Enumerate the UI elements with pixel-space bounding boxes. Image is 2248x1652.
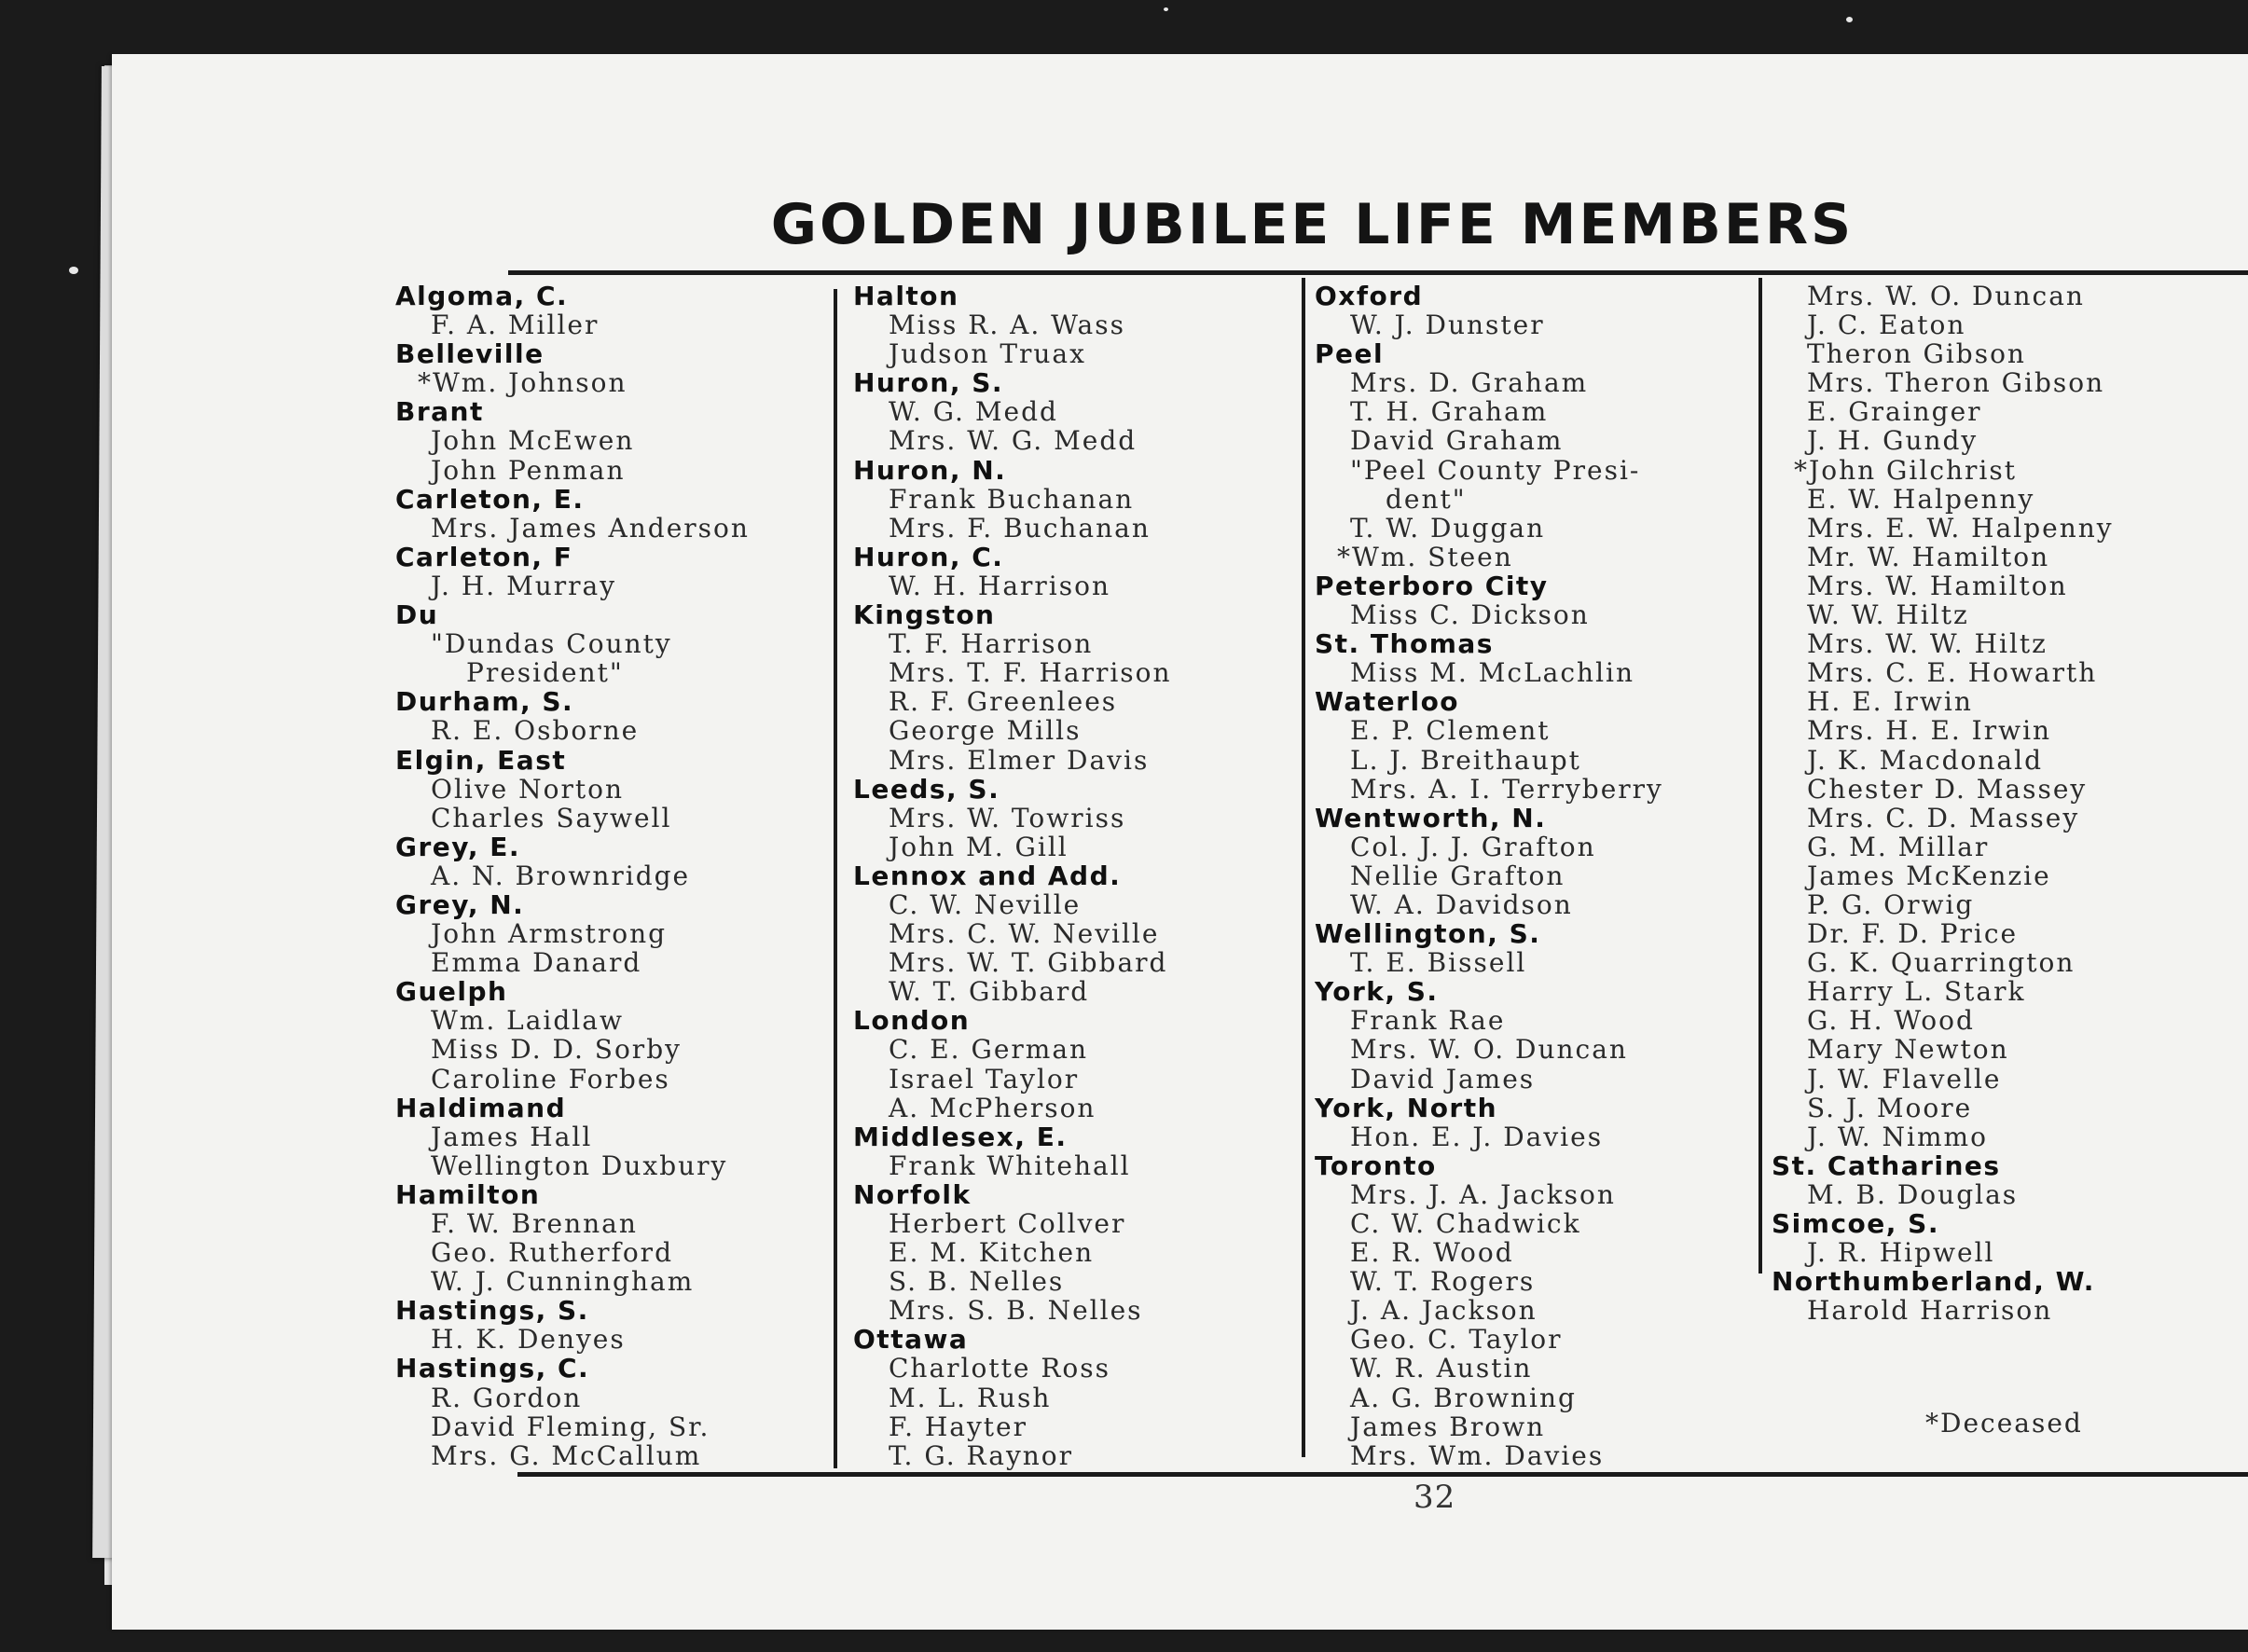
member-name: Herbert Collver (889, 1208, 1126, 1239)
member-name: Emma Danard (431, 947, 642, 979)
member-name: *John Gilchrist (1794, 454, 2018, 486)
member-name: T. W. Duggan (1350, 512, 1546, 544)
booklet-page (112, 54, 2248, 1630)
county-heading: London (853, 1005, 971, 1037)
member-name: Wellington Duxbury (431, 1150, 728, 1181)
member-name: Harold Harrison (1807, 1295, 2053, 1327)
member-name: J. H. Gundy (1807, 425, 1979, 457)
member-name: Mrs. D. Graham (1350, 367, 1589, 399)
county-heading: Peterboro City (1315, 570, 1549, 601)
county-heading: St. Catharines (1772, 1150, 2001, 1181)
member-name: W. T. Gibbard (889, 976, 1090, 1008)
member-name: Mrs. G. McCallum (431, 1439, 702, 1471)
member-name: Wm. Laidlaw (431, 1005, 624, 1037)
county-heading: Waterloo (1315, 686, 1460, 718)
county-heading: Toronto (1315, 1150, 1437, 1181)
member-name: Mrs. C. E. Howarth (1807, 657, 2098, 689)
member-name: J. H. Murray (431, 570, 617, 601)
member-name: J. A. Jackson (1350, 1295, 1538, 1327)
county-heading: Carleton, F (395, 541, 573, 572)
member-name: David Fleming, Sr. (431, 1411, 710, 1442)
member-name: E. Grainger (1807, 396, 1982, 428)
member-name: Frank Whitehall (889, 1150, 1131, 1181)
member-name: T. E. Bissell (1350, 947, 1527, 979)
county-heading: Guelph (395, 976, 508, 1008)
member-name: Chester D. Massey (1807, 773, 2088, 805)
members-column-3 (1315, 282, 1663, 1470)
member-name: James McKenzie (1807, 860, 2051, 891)
member-name: P. G. Orwig (1807, 888, 1975, 920)
member-name: J. W. Flavelle (1807, 1063, 2002, 1094)
dust-speck (69, 267, 78, 274)
member-name: W. H. Harrison (889, 570, 1110, 601)
column-divider-1 (834, 289, 837, 1468)
member-name: C. W. Chadwick (1350, 1208, 1581, 1239)
member-name: C. W. Neville (889, 888, 1082, 920)
member-name: J. K. Macdonald (1807, 744, 2044, 776)
member-name: Mrs. T. F. Harrison (889, 657, 1172, 689)
county-heading: Norfolk (853, 1178, 972, 1210)
member-name: A. G. Browning (1350, 1382, 1577, 1413)
member-name: John Penman (431, 454, 626, 486)
member-name: J. W. Nimmo (1807, 1121, 1988, 1152)
column-divider-3 (1758, 278, 1762, 1273)
member-name: David James (1350, 1063, 1536, 1094)
county-heading: York, North (1315, 1092, 1498, 1123)
member-name: C. E. German (889, 1034, 1089, 1066)
county-heading: Simcoe, S. (1772, 1208, 1939, 1239)
member-name: George Mills (889, 715, 1082, 747)
member-name: Mrs. W. G. Medd (889, 425, 1138, 457)
member-name: *Wm. Johnson (418, 367, 628, 399)
member-name: "Peel County Presi- (1350, 454, 1641, 486)
member-name: Geo. Rutherford (431, 1237, 673, 1269)
members-column-2 (853, 282, 1172, 1470)
county-heading: Hastings, S. (395, 1295, 589, 1327)
member-name: Harry L. Stark (1807, 976, 2026, 1008)
member-name: James Brown (1350, 1411, 1546, 1442)
member-name: Judson Truax (889, 338, 1086, 370)
member-name: *Wm. Steen (1337, 541, 1513, 572)
member-name: Geo. C. Taylor (1350, 1324, 1563, 1356)
member-name: R. Gordon (431, 1382, 583, 1413)
member-name: Mrs. Theron Gibson (1807, 367, 2105, 399)
county-heading: Lennox and Add. (853, 860, 1122, 891)
member-name: Mrs. W. W. Hiltz (1807, 628, 2048, 660)
dust-speck (1164, 7, 1168, 11)
member-name: John McEwen (431, 425, 635, 457)
county-heading: Brant (395, 396, 484, 428)
member-name: M. B. Douglas (1807, 1178, 2019, 1210)
member-name: Mrs. C. W. Neville (889, 918, 1160, 950)
member-name: T. H. Graham (1350, 396, 1549, 428)
page-title: GOLDEN JUBILEE LIFE MEMBERS (770, 192, 1855, 257)
member-name: J. R. Hipwell (1807, 1237, 1995, 1269)
county-heading: Grey, E. (395, 831, 521, 862)
page-number: 32 (1414, 1479, 1456, 1516)
county-heading: Grey, N. (395, 888, 525, 920)
member-name: S. B. Nelles (889, 1266, 1065, 1298)
county-heading: Leeds, S. (853, 773, 1000, 805)
bottom-rule (517, 1472, 2248, 1477)
member-name: M. L. Rush (889, 1382, 1052, 1413)
member-name: R. E. Osborne (431, 715, 640, 747)
member-name: Theron Gibson (1807, 338, 2026, 370)
member-name: W. W. Hiltz (1807, 599, 1969, 631)
county-heading: Hamilton (395, 1178, 541, 1210)
member-name: Hon. E. J. Davies (1350, 1121, 1604, 1152)
member-name: Col. J. J. Grafton (1350, 831, 1596, 862)
member-name: A. McPherson (889, 1092, 1096, 1123)
member-name: H. E. Irwin (1807, 686, 1973, 718)
county-heading: Haldimand (395, 1092, 567, 1123)
member-name: Mrs. S. B. Nelles (889, 1295, 1143, 1327)
member-name: Mrs. H. E. Irwin (1807, 715, 2052, 747)
member-name: Mrs. James Anderson (431, 512, 750, 544)
member-name: Nellie Grafton (1350, 860, 1565, 891)
member-name: Miss R. A. Wass (889, 310, 1125, 341)
member-name: F. A. Miller (431, 310, 600, 341)
member-name: James Hall (431, 1121, 593, 1152)
member-name: E. W. Halpenny (1807, 483, 2035, 515)
member-name: Mrs. W. Hamilton (1807, 570, 2068, 601)
member-name: Mrs. Wm. Davies (1350, 1439, 1605, 1471)
member-name: Mrs. F. Buchanan (889, 512, 1151, 544)
member-name: R. F. Greenlees (889, 686, 1118, 718)
county-heading: Elgin, East (395, 744, 567, 776)
member-name: Miss D. D. Sorby (431, 1034, 682, 1066)
county-heading: Algoma, C. (395, 281, 569, 311)
county-heading: Carleton, E. (395, 483, 585, 515)
member-name: F. W. Brennan (431, 1208, 638, 1239)
member-name: Miss M. McLachlin (1350, 657, 1635, 689)
member-name: Miss C. Dickson (1350, 599, 1590, 631)
county-heading: Wellington, S. (1315, 918, 1541, 950)
member-name: Mrs. W. Towriss (889, 802, 1126, 833)
member-name: Mrs. J. A. Jackson (1350, 1178, 1616, 1210)
column-divider-2 (1302, 278, 1305, 1457)
county-heading: Hastings, C. (395, 1353, 590, 1384)
member-name: Dr. F. D. Price (1807, 918, 2019, 950)
member-name: John M. Gill (889, 831, 1069, 862)
county-heading: Wentworth, N. (1315, 802, 1547, 833)
members-column-4 (1772, 282, 2114, 1325)
member-name: E. R. Wood (1350, 1237, 1514, 1269)
county-heading: York, S. (1315, 976, 1439, 1008)
member-name: F. Hayter (889, 1411, 1028, 1442)
deceased-footnote: *Deceased (1925, 1408, 2083, 1439)
top-rule (508, 270, 2248, 275)
member-name: Mrs. E. W. Halpenny (1807, 512, 2114, 544)
member-name: President" (466, 657, 624, 689)
member-name: W. A. Davidson (1350, 888, 1573, 920)
member-name: Frank Rae (1350, 1005, 1506, 1037)
county-heading: Ottawa (853, 1324, 969, 1356)
member-name: dent" (1386, 483, 1467, 515)
member-name: Frank Buchanan (889, 483, 1135, 515)
member-name: S. J. Moore (1807, 1092, 1973, 1123)
member-name: Mrs. C. D. Massey (1807, 802, 2080, 833)
member-name: Charles Saywell (431, 802, 672, 833)
county-heading: Oxford (1315, 281, 1424, 311)
member-name: G. K. Quarrington (1807, 947, 2076, 979)
county-heading: Kingston (853, 599, 996, 631)
member-name: Mrs. W. O. Duncan (1807, 281, 2085, 311)
dust-speck (1846, 17, 1853, 22)
county-heading: Huron, S. (853, 367, 1004, 399)
member-name: J. C. Eaton (1807, 310, 1966, 341)
county-heading: Huron, C. (853, 541, 1004, 572)
member-name: W. T. Rogers (1350, 1266, 1536, 1298)
county-heading: Du (395, 599, 439, 631)
member-name: H. K. Denyes (431, 1324, 626, 1356)
member-name: David Graham (1350, 425, 1564, 457)
county-heading: Belleville (395, 338, 545, 370)
member-name: John Armstrong (431, 918, 668, 950)
member-name: Mrs. W. T. Gibbard (889, 947, 1168, 979)
county-heading: Durham, S. (395, 686, 574, 718)
member-name: Israel Taylor (889, 1063, 1080, 1094)
member-name: W. J. Dunster (1350, 310, 1545, 341)
member-name: W. R. Austin (1350, 1353, 1533, 1384)
member-name: Mr. W. Hamilton (1807, 541, 2050, 572)
member-name: "Dundas County (431, 628, 672, 660)
county-heading: St. Thomas (1315, 628, 1494, 660)
members-column-1 (395, 282, 750, 1470)
member-name: W. J. Cunningham (431, 1266, 695, 1298)
county-heading: Huron, N. (853, 454, 1007, 486)
member-name: A. N. Brownridge (431, 860, 691, 891)
member-name: E. P. Clement (1350, 715, 1551, 747)
member-name: Mrs. A. I. Terryberry (1350, 773, 1663, 805)
member-name: T. F. Harrison (889, 628, 1094, 660)
member-name: Olive Norton (431, 773, 625, 805)
member-name: L. J. Breithaupt (1350, 744, 1581, 776)
member-name: G. M. Millar (1807, 831, 1990, 862)
member-name: E. M. Kitchen (889, 1237, 1095, 1269)
member-name: Mrs. W. O. Duncan (1350, 1034, 1628, 1066)
county-heading: Northumberland, W. (1772, 1266, 2095, 1298)
member-name: Mrs. Elmer Davis (889, 744, 1150, 776)
county-heading: Middlesex, E. (853, 1121, 1068, 1152)
member-name: Mary Newton (1807, 1034, 2009, 1066)
member-name: Charlotte Ross (889, 1353, 1110, 1384)
member-name: G. H. Wood (1807, 1005, 1975, 1037)
county-heading: Halton (853, 281, 959, 311)
member-name: T. G. Raynor (889, 1439, 1074, 1471)
member-name: W. G. Medd (889, 396, 1058, 428)
member-name: Caroline Forbes (431, 1063, 670, 1094)
county-heading: Peel (1315, 338, 1385, 370)
